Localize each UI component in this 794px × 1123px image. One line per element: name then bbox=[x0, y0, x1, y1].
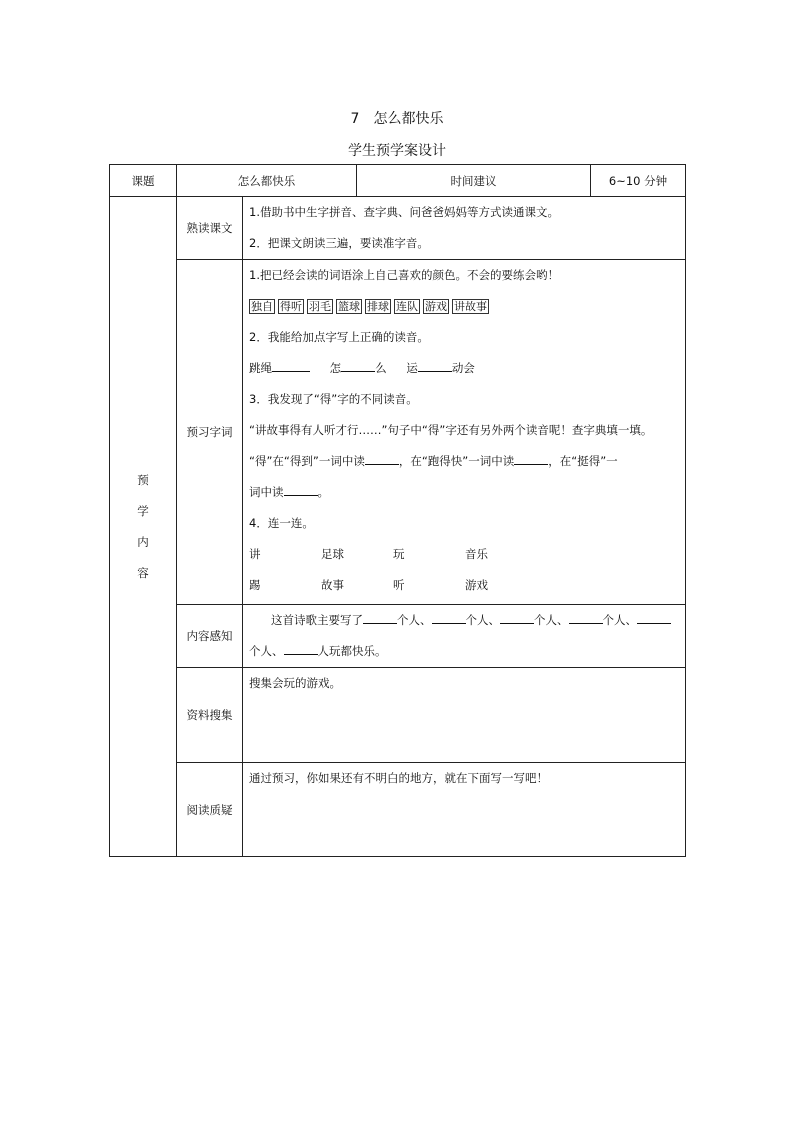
blank-line[interactable] bbox=[363, 611, 397, 624]
blank-line[interactable] bbox=[637, 611, 671, 624]
content-content: 这首诗歌主要写了 个人、 个人、 个人、 个人、 个人、 人玩都快乐。 bbox=[243, 605, 686, 668]
blank-line[interactable] bbox=[432, 611, 466, 624]
word-chip: 游戏 bbox=[425, 300, 447, 313]
de-reading-line: “得”在“得到”一词中读 ，在“跑得快”一词中读 ，在“挺得”一 bbox=[249, 454, 618, 468]
blank-line[interactable] bbox=[284, 642, 318, 655]
word-chip: 讲故事 bbox=[454, 300, 487, 313]
preview-content: 1.把已经会读的词语涂上自己喜欢的颜色。不会的要练会哟！ 独自 得听 羽毛 篮球 排球 连队 游戏 讲故事 2．我能给加点字写上正确的读音。 跳绳 怎 么 运 动会 3．我发现了“得”字的不同读音。 “讲故事得有人听才行……”句子中“得”字还有另外两个读音呢！查字典填一填。 “得”在“得到”一词中读 ，在“跑得快”一词中读 ，在“挺得”一 词中读 。 4．连一连。 讲 足球 玩 音乐 踢 故事 听 游戏 bbox=[243, 260, 686, 605]
header-row bbox=[110, 165, 686, 197]
reading-content: 1.借助书中生字拼音、查字典、问爸爸妈妈等方式读通课文。 2．把课文朗读三遍，要读准字音。 bbox=[243, 197, 686, 260]
topic-label: 课题 bbox=[110, 165, 177, 197]
blank-line[interactable] bbox=[365, 452, 399, 465]
materials-label: 资料搜集 bbox=[177, 668, 243, 763]
time-label: 时间建议 bbox=[357, 165, 591, 197]
side-label: 预 学 内 容 bbox=[110, 197, 177, 857]
word-chip: 排球 bbox=[367, 300, 389, 313]
pinyin-fill-line: 跳绳 怎 么 运 动会 bbox=[249, 361, 475, 375]
page-subtitle: 学生预学案设计 bbox=[348, 143, 446, 159]
de-reading-line-cont: 词中读 。 bbox=[249, 485, 329, 499]
materials-content: 搜集会玩的游戏。 bbox=[243, 668, 686, 763]
blank-line[interactable] bbox=[569, 611, 603, 624]
time-value: 6~10 分钟 bbox=[591, 165, 686, 197]
word-chip: 羽毛 bbox=[309, 300, 331, 313]
reading-label: 熟读课文 bbox=[177, 197, 243, 260]
questions-row bbox=[110, 763, 686, 857]
content-row bbox=[110, 605, 686, 668]
match-row: 踢 故事 听 游戏 bbox=[249, 578, 488, 592]
questions-content[interactable]: 通过预习，你如果还有不明白的地方，就在下面写一写吧！ bbox=[243, 763, 686, 857]
word-chip: 篮球 bbox=[338, 300, 360, 313]
word-list bbox=[249, 291, 679, 322]
reading-row bbox=[110, 197, 686, 260]
materials-row bbox=[110, 668, 686, 763]
word-chip: 得听 bbox=[280, 300, 302, 313]
lesson-number: 7 bbox=[350, 111, 360, 127]
blank-line[interactable] bbox=[272, 359, 310, 372]
blank-line[interactable] bbox=[500, 611, 534, 624]
lesson-heading bbox=[0, 108, 794, 128]
preview-label: 预习字词 bbox=[177, 260, 243, 605]
topic-value: 怎么都快乐 bbox=[177, 165, 357, 197]
word-chip: 独自 bbox=[251, 300, 273, 313]
word-chip: 连队 bbox=[396, 300, 418, 313]
lesson-title: 怎么都快乐 bbox=[373, 111, 444, 127]
preview-worksheet-table bbox=[109, 164, 686, 857]
blank-line[interactable] bbox=[284, 483, 318, 496]
match-row: 讲 足球 玩 音乐 bbox=[249, 547, 488, 561]
blank-line[interactable] bbox=[418, 359, 452, 372]
content-label: 内容感知 bbox=[177, 605, 243, 668]
questions-label: 阅读质疑 bbox=[177, 763, 243, 857]
blank-line[interactable] bbox=[514, 452, 548, 465]
preview-row bbox=[110, 260, 686, 605]
blank-line[interactable] bbox=[341, 359, 375, 372]
